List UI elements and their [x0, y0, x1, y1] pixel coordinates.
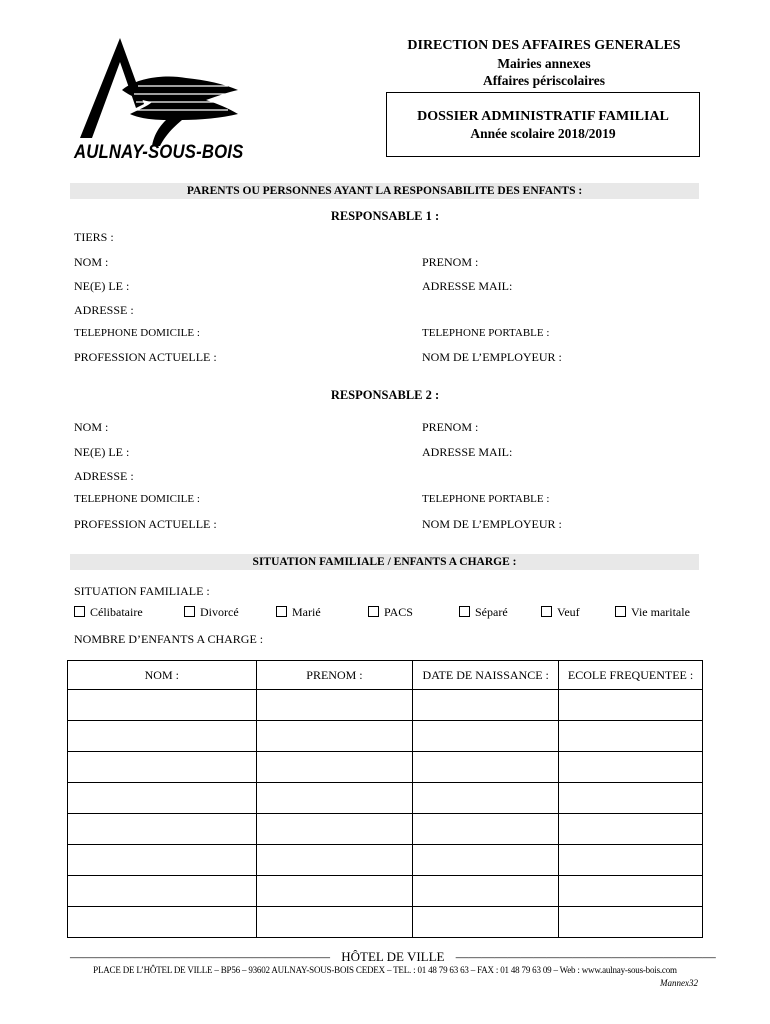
checkbox-label: Vie maritale [631, 605, 690, 619]
r2-email-field[interactable]: ADRESSE MAIL: [422, 445, 513, 459]
checkbox-vie-maritale[interactable] [615, 605, 690, 620]
table-cell[interactable] [68, 907, 257, 938]
checkbox-pacs[interactable] [368, 605, 413, 620]
table-row [68, 721, 703, 752]
family-situation-label: SITUATION FAMILIALE : [74, 584, 210, 598]
checkbox-icon[interactable] [368, 606, 379, 617]
table-row [68, 907, 703, 938]
table-cell[interactable] [559, 845, 703, 876]
table-row [68, 690, 703, 721]
table-cell[interactable] [413, 814, 559, 845]
table-header-row [68, 661, 703, 690]
tiers-field[interactable]: TIERS : [74, 230, 114, 244]
table-cell[interactable] [256, 907, 413, 938]
checkbox-icon[interactable] [276, 606, 287, 617]
col-header-school: ECOLE FREQUENTEE : [559, 661, 703, 690]
section-parents-title: PARENTS OU PERSONNES AYANT LA RESPONSABILITE DES ENFANTS : [70, 183, 699, 199]
table-cell[interactable] [256, 752, 413, 783]
table-row [68, 876, 703, 907]
table-cell[interactable] [256, 876, 413, 907]
table-cell[interactable] [413, 876, 559, 907]
responsable-2-heading: RESPONSABLE 2 : [330, 388, 440, 402]
r1-prenom-field[interactable]: PRENOM : [422, 255, 479, 269]
children-count-field[interactable]: NOMBRE D’ENFANTS A CHARGE : [74, 632, 264, 646]
table-cell[interactable] [68, 752, 257, 783]
footer-rule-right: ———————————————————— [455, 949, 716, 964]
footer-reference: Mannex32 [660, 978, 698, 988]
table-row [68, 752, 703, 783]
table-cell[interactable] [256, 845, 413, 876]
table-cell[interactable] [68, 876, 257, 907]
header-mairies: Mairies annexes [497, 56, 591, 71]
table-cell[interactable] [413, 907, 559, 938]
r1-mobile-phone-field[interactable]: TELEPHONE PORTABLE : [422, 327, 550, 339]
section-family-title: SITUATION FAMILIALE / ENFANTS A CHARGE : [70, 554, 699, 570]
header-periscolaires: Affaires périscolaires [482, 73, 606, 88]
footer-hotel-de-ville [70, 949, 716, 965]
table-cell[interactable] [256, 814, 413, 845]
school-year: Année scolaire 2018/2019 [470, 126, 616, 141]
r2-mobile-phone-field[interactable]: TELEPHONE PORTABLE : [422, 493, 550, 505]
table-cell[interactable] [256, 783, 413, 814]
table-cell[interactable] [68, 814, 257, 845]
checkbox-label: Veuf [557, 605, 580, 619]
r1-profession-field[interactable]: PROFESSION ACTUELLE : [74, 350, 217, 364]
r1-address-field[interactable]: ADRESSE : [74, 303, 134, 317]
col-header-prenom: PRENOM : [256, 661, 413, 690]
checkbox-icon[interactable] [459, 606, 470, 617]
r2-profession-field[interactable]: PROFESSION ACTUELLE : [74, 517, 217, 531]
dossier-title-box [386, 92, 700, 157]
table-cell[interactable] [68, 721, 257, 752]
checkbox-icon[interactable] [615, 606, 626, 617]
checkbox-label: Célibataire [90, 605, 143, 619]
children-table [67, 660, 703, 938]
r2-nom-field[interactable]: NOM : [74, 420, 109, 434]
checkbox-label: Séparé [475, 605, 508, 619]
table-cell[interactable] [559, 752, 703, 783]
r2-home-phone-field[interactable]: TELEPHONE DOMICILE : [74, 493, 200, 505]
table-cell[interactable] [68, 783, 257, 814]
footer-title: HÔTEL DE VILLE [341, 949, 445, 964]
r1-email-field[interactable]: ADRESSE MAIL: [422, 279, 513, 293]
table-cell[interactable] [559, 690, 703, 721]
table-cell[interactable] [413, 690, 559, 721]
checkbox-celibataire[interactable] [74, 605, 143, 620]
table-cell[interactable] [256, 690, 413, 721]
r2-employer-field[interactable]: NOM DE L’EMPLOYEUR : [422, 517, 562, 531]
table-cell[interactable] [413, 783, 559, 814]
table-row [68, 814, 703, 845]
r2-address-field[interactable]: ADRESSE : [74, 469, 134, 483]
r1-employer-field[interactable]: NOM DE L’EMPLOYEUR : [422, 350, 562, 364]
table-row [68, 845, 703, 876]
checkbox-icon[interactable] [541, 606, 552, 617]
table-cell[interactable] [413, 721, 559, 752]
footer-address: PLACE DE L’HÔTEL DE VILLE – BP56 – 93602 AULNAY-SOUS-BOIS CEDEX – TEL. : 01 48 79 63 63 – FAX : 01 48 79 63 09 – Web : www.aulnay-sous-bois.com [93, 965, 677, 975]
header-direction: DIRECTION DES AFFAIRES GENERALES [407, 38, 681, 53]
table-cell[interactable] [413, 845, 559, 876]
checkbox-divorce[interactable] [184, 605, 239, 620]
r2-birthdate-field[interactable]: NE(E) LE : [74, 445, 130, 459]
checkbox-label: Divorcé [200, 605, 239, 619]
table-cell[interactable] [559, 783, 703, 814]
logo-text: AULNAY-SOUS-BOIS [74, 142, 244, 163]
checkbox-icon[interactable] [184, 606, 195, 617]
checkbox-icon[interactable] [74, 606, 85, 617]
table-cell[interactable] [559, 814, 703, 845]
responsable-1-heading: RESPONSABLE 1 : [330, 209, 440, 223]
r1-birthdate-field[interactable]: NE(E) LE : [74, 279, 130, 293]
table-cell[interactable] [68, 845, 257, 876]
dossier-title: DOSSIER ADMINISTRATIF FAMILIAL [417, 109, 669, 124]
table-cell[interactable] [68, 690, 257, 721]
checkbox-veuf[interactable] [541, 605, 580, 620]
checkbox-label: Marié [292, 605, 321, 619]
table-cell[interactable] [559, 721, 703, 752]
col-header-birthdate: DATE DE NAISSANCE : [413, 661, 559, 690]
checkbox-marie[interactable] [276, 605, 321, 620]
checkbox-label: PACS [384, 605, 413, 619]
table-cell[interactable] [559, 876, 703, 907]
r1-nom-field[interactable]: NOM : [74, 255, 109, 269]
col-header-nom: NOM : [68, 661, 257, 690]
table-cell[interactable] [559, 907, 703, 938]
footer-rule-left: ———————————————————— [70, 949, 330, 964]
r2-prenom-field[interactable]: PRENOM : [422, 420, 479, 434]
checkbox-separe[interactable] [459, 605, 508, 620]
table-row [68, 783, 703, 814]
r1-home-phone-field[interactable]: TELEPHONE DOMICILE : [74, 327, 200, 339]
table-cell[interactable] [413, 752, 559, 783]
table-cell[interactable] [256, 721, 413, 752]
